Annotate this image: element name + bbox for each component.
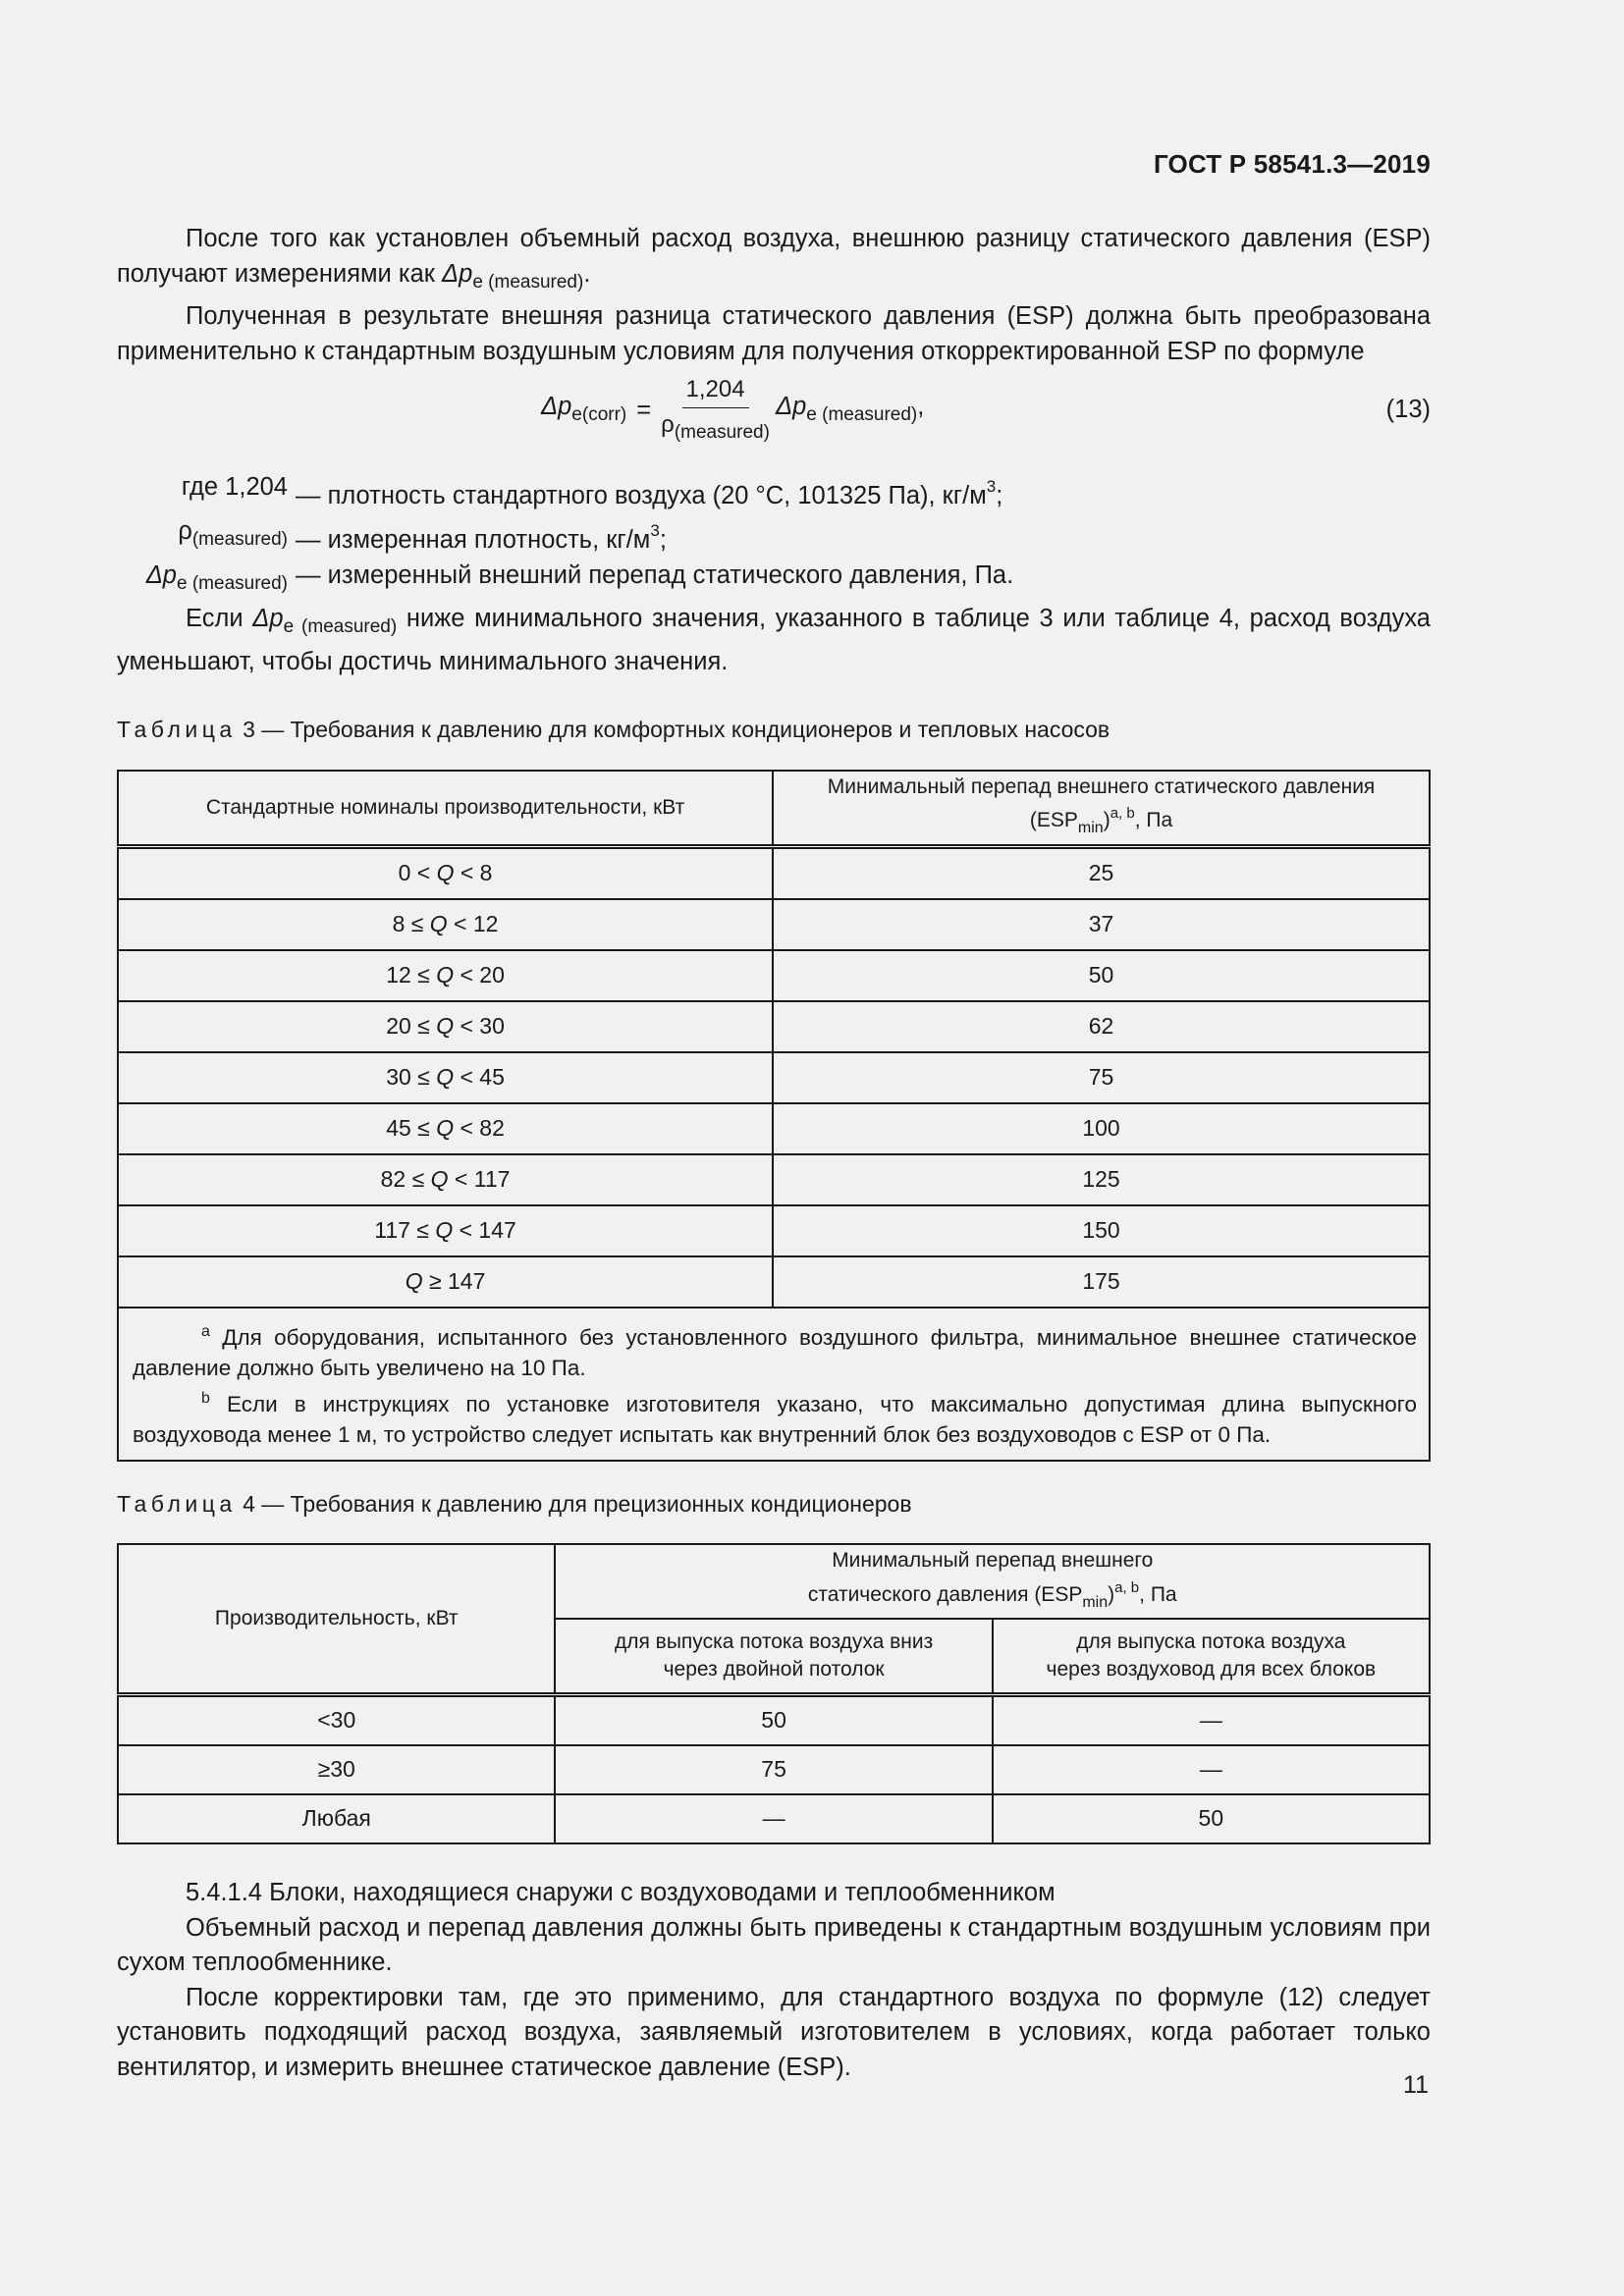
capacity-range-cell [118,846,773,899]
formula-equals: = [636,397,652,425]
delta-p-subscript: e (measured) [177,573,288,594]
capacity-cell: ≥30 [118,1745,555,1794]
table-row [118,1745,1430,1794]
column-header [773,771,1430,847]
range-prefix: 12 ≤ [386,961,437,988]
footnote-mark: a [201,1322,210,1340]
caption-label: Таблица [117,717,237,742]
definition-text: — измеренный внешний перепад статического давления, Па. [296,561,1014,589]
esp-value-cell: — [555,1794,992,1843]
header-text: (ESP [1029,809,1078,831]
table-row [118,899,1430,950]
capacity-cell: Любая [118,1794,555,1843]
punctuation: ; [996,482,1003,509]
table-footnotes [118,1308,1430,1461]
table-body [118,846,1430,1308]
section-heading: 5.4.1.4 Блоки, находящиеся снаружи с воздуховодами и теплообменником [186,1879,1056,1906]
subscript: min [1077,820,1104,836]
range-variable: Q [430,1165,449,1192]
section-paragraph-2: После корректировки там, где это применимо, для стандартного воздуха по формуле (12) следует установить подходящий расход воздуха, заявляемый изготовителем в условиях, когда работает только вентилятор, и измерить внешнее статическое давление (ESP). [117,1983,1431,2081]
footnote-a [133,1316,1417,1383]
esp-value-cell: 50 [555,1695,992,1746]
caption-number: 4 [243,1490,255,1517]
capacity-range-cell [118,1103,773,1154]
rho-symbol: ρ [178,517,192,545]
table-body [118,1695,1430,1844]
intro-text-1: После того как установлен объемный расход воздуха, внешнюю разницу статического давления (ESP) получают измерениями как [117,225,1431,288]
delta-p-symbol: Δp [442,259,473,288]
definition-text [288,469,1002,513]
formula-13 [117,373,1431,450]
range-variable: Q [436,1063,455,1090]
table-4-caption [117,1487,1431,1522]
esp-value-cell: 25 [773,846,1430,899]
caption-number: 3 [243,717,255,742]
capacity-range-cell [118,1154,773,1205]
delta-p-subscript: e (measured) [472,271,584,293]
range-variable: Q [436,1114,455,1141]
definitions-list [117,469,1431,602]
condition-start: Если [186,605,244,632]
table-3-caption [117,713,1431,748]
range-variable: Q [436,859,455,885]
range-suffix: ≥ 147 [422,1267,486,1294]
capacity-range-cell [118,1205,773,1256]
section-5-4-1-4 [117,1876,1431,2085]
table-row [118,1052,1430,1103]
capacity-range-cell [118,1001,773,1052]
definition-desc: — измеренная плотность, кг/м [296,526,651,554]
column-subheader [993,1619,1430,1695]
header-text: статического давления (ESP [807,1582,1083,1606]
table-row [118,1205,1430,1256]
range-suffix: < 12 [447,910,499,936]
range-prefix: 30 ≤ [386,1063,437,1090]
condition-paragraph [117,602,1431,679]
range-suffix: < 8 [454,859,493,885]
formula-comma: , [917,393,925,421]
esp-value-cell: 37 [773,899,1430,950]
superscript: 3 [650,521,660,540]
table-row [118,846,1430,899]
intro-paragraph-1 [117,222,1431,299]
range-variable: Q [436,1012,455,1039]
range-suffix: < 82 [454,1114,505,1141]
esp-value-cell: — [993,1695,1430,1746]
esp-value-cell: 100 [773,1103,1430,1154]
esp-value-cell: 75 [555,1745,992,1794]
formula-rhs: Δp [775,393,807,421]
table-row [118,1001,1430,1052]
range-variable: Q [436,961,455,988]
esp-value-cell: 50 [773,950,1430,1001]
definition-row [117,513,1431,558]
superscript: a, b [1110,805,1135,822]
section-paragraph-1: Объемный расход и перепад давления должны быть приведены к стандартным воздушным условиям при сухом теплообменнике. [117,1913,1431,1976]
header-text: ) [1103,809,1110,831]
range-variable: Q [405,1267,423,1294]
definition-desc: — плотность стандартного воздуха (20 °С, 101325 Па), кг/м [296,482,987,509]
header-unit: , Па [1134,809,1173,831]
condition-text: ниже минимального значения, указанного в таблице 3 или таблице 4, расход воздуха уменьшают, чтобы достичь минимального значения. [117,605,1431,675]
table-row [118,1695,1430,1746]
fraction-denominator [661,408,770,448]
column-subheader [555,1619,992,1695]
capacity-range-cell [118,950,773,1001]
footnote-b [133,1383,1417,1450]
esp-value-cell: — [993,1745,1430,1794]
rho-subscript: (measured) [674,422,770,443]
esp-value-cell: 50 [993,1794,1430,1843]
range-variable: Q [435,1216,454,1243]
esp-value-cell: 175 [773,1256,1430,1308]
table-3 [117,770,1431,1462]
table-header-row [118,1544,1430,1619]
range-suffix: < 20 [454,961,505,988]
footnote-text: Для оборудования, испытанного без установленного воздушного фильтра, минимальное внешнее статическое давление должно быть увеличено на 10 Па. [133,1324,1417,1380]
header-line: через двойной потолок [663,1658,885,1681]
delta-p-symbol: Δp [145,561,177,589]
range-prefix: 20 ≤ [386,1012,437,1039]
header-line: Минимальный перепад внешнего [832,1548,1154,1572]
esp-value-cell: 75 [773,1052,1430,1103]
range-suffix: < 117 [448,1165,511,1192]
superscript: 3 [986,477,997,496]
subscript: min [1082,1593,1109,1611]
header-text: ) [1108,1582,1115,1606]
range-prefix: 8 ≤ [392,910,430,936]
formula-rhs-subscript: e (measured) [806,404,918,426]
table-row [118,1154,1430,1205]
delta-p-subscript: e (measured) [283,616,398,637]
capacity-range-cell [118,899,773,950]
table-row [118,1794,1430,1843]
capacity-cell: <30 [118,1695,555,1746]
table-4 [117,1543,1431,1844]
delta-p-symbol: Δp [252,605,284,632]
definition-text [288,513,667,558]
column-header: Производительность, кВт [118,1544,555,1695]
table-row [118,1103,1430,1154]
range-prefix: 82 ≤ [380,1165,431,1192]
range-prefix: 0 < [398,859,437,885]
footnote-row [118,1308,1430,1461]
table-row [118,1256,1430,1308]
document-body [117,222,1431,2085]
range-suffix: < 30 [454,1012,505,1039]
definition-row [117,469,1431,513]
footnote-text: Если в инструкциях по установке изготовителя указано, что максимально допустимая длина выпускного воздуховода менее 1 м, то устройство следует испытать как внутренний блок без воздуховодов с ESP от 0 Па. [133,1391,1417,1447]
definition-row [117,558,1431,602]
capacity-range-cell [118,1256,773,1308]
header-line: через воздуховод для всех блоков [1046,1658,1377,1681]
formula-fraction [661,375,770,448]
page-number: 11 [1403,2071,1429,2099]
header-line: Минимальный перепад внешнего статического давления [827,775,1376,798]
rho-symbol: ρ [661,411,675,438]
footnote-mark: b [201,1389,210,1407]
intro-paragraph-2: Полученная в результате внешняя разница статического давления (ESP) должна быть преобразована применительно к стандартным воздушным условиям для получения откорректированной ESP по формуле [117,302,1431,365]
table-header-row [118,771,1430,847]
range-variable: Q [429,910,448,936]
definition-term [117,558,288,602]
formula-expression [541,373,924,450]
capacity-range-cell [118,1052,773,1103]
esp-value-cell: 62 [773,1001,1430,1052]
esp-value-cell: 150 [773,1205,1430,1256]
esp-value-cell: 125 [773,1154,1430,1205]
rho-subscript: (measured) [191,529,288,550]
caption-label: Таблица [117,1490,237,1517]
superscript: a, b [1114,1578,1140,1596]
header-line: для выпуска потока воздуха вниз [614,1630,934,1653]
formula-number: (13) [1385,396,1431,423]
document-header: ГОСТ Р 58541.3—2019 [1153,149,1431,179]
column-header: Стандартные номиналы производительности, кВт [118,771,773,847]
range-suffix: < 45 [454,1063,505,1090]
fraction-numerator: 1,204 [682,375,749,408]
column-group-header [555,1544,1430,1619]
punctuation: ; [659,526,667,554]
definition-term: где 1,204 [181,473,288,501]
header-line: для выпуска потока воздуха [1076,1630,1346,1653]
range-prefix: 45 ≤ [386,1114,437,1141]
caption-title: — Требования к давлению для комфортных кондиционеров и тепловых насосов [261,717,1110,742]
range-prefix: 117 ≤ [374,1216,436,1243]
formula-lhs: Δp [541,393,572,421]
caption-title: — Требования к давлению для прецизионных кондиционеров [261,1490,912,1517]
punctuation: . [583,259,591,288]
header-unit: , Па [1139,1582,1177,1606]
table-row [118,950,1430,1001]
definition-term [117,513,288,558]
range-suffix: < 147 [453,1216,516,1243]
formula-lhs-subscript: e(corr) [571,404,627,426]
